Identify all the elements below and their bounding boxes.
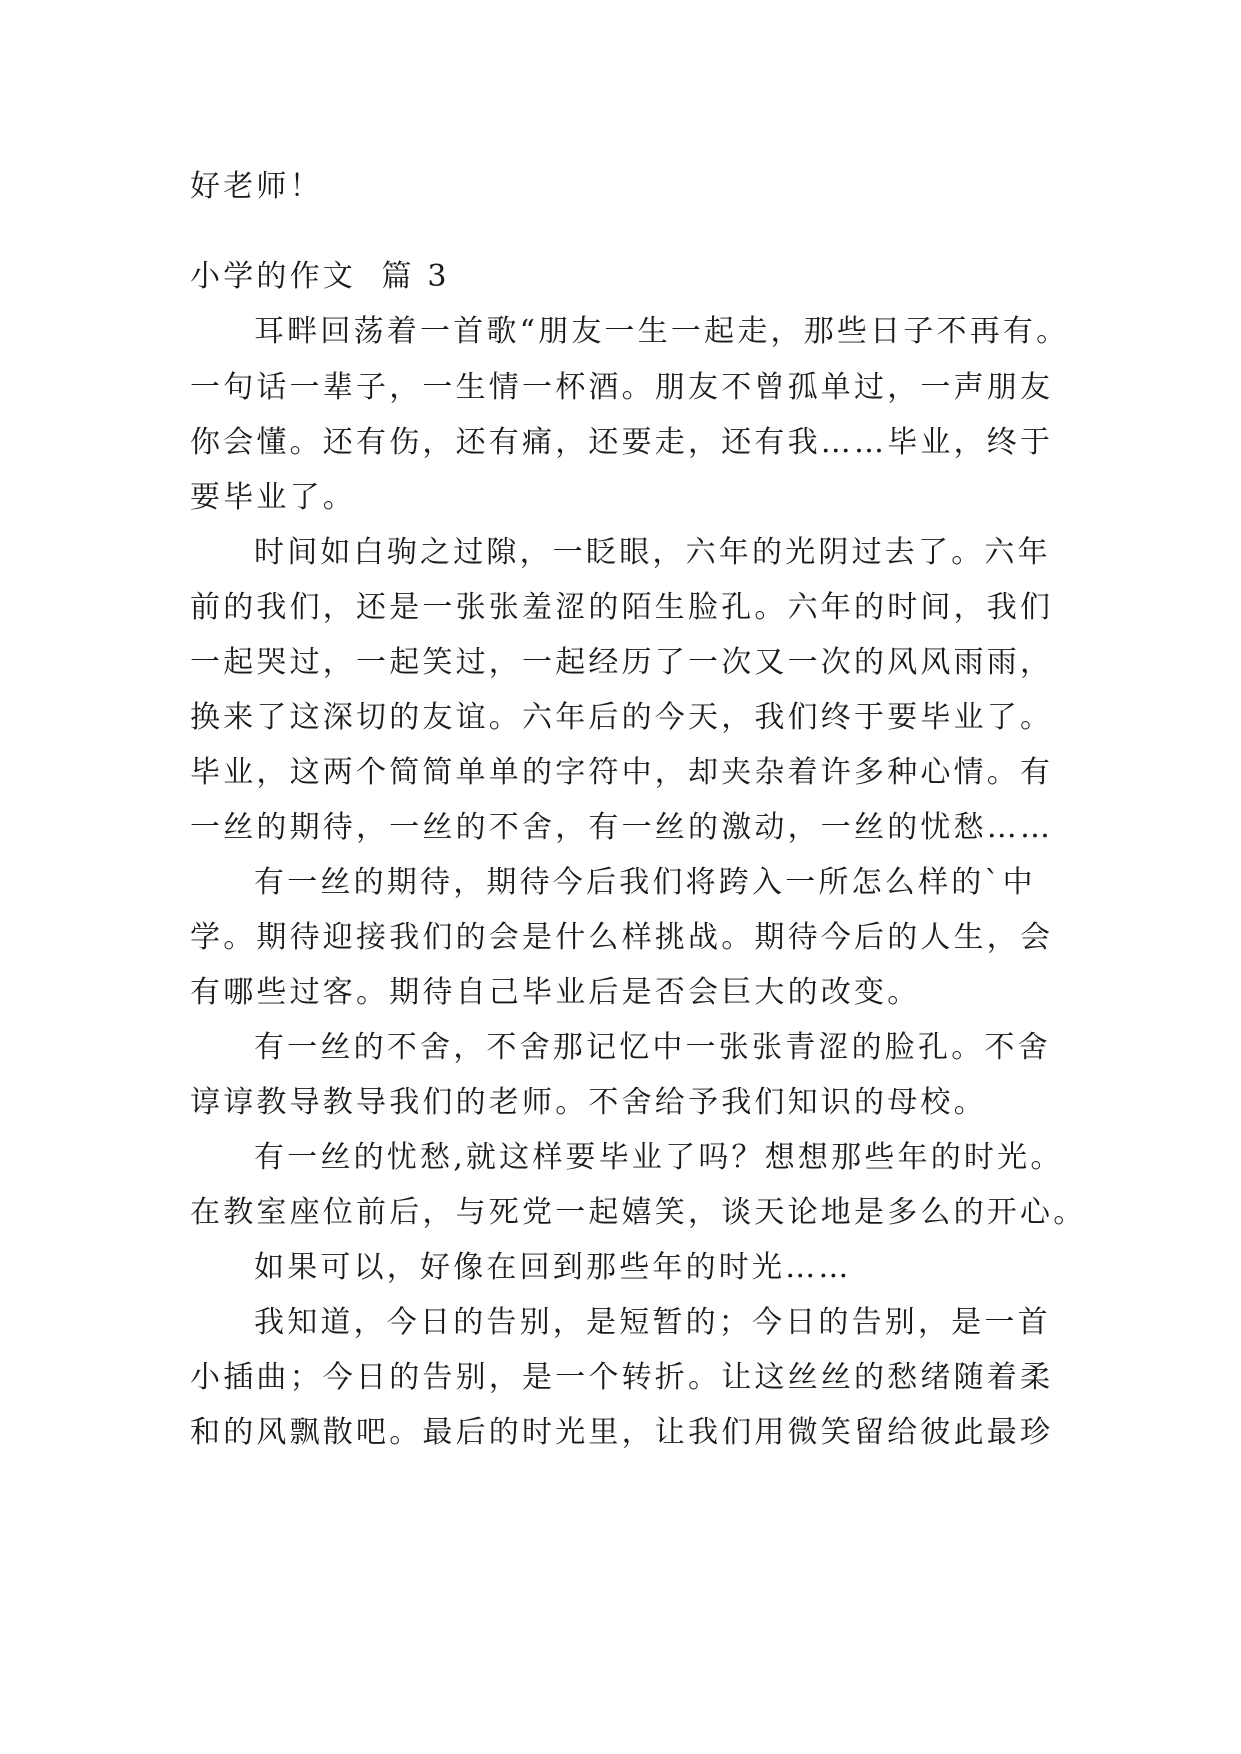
previous-closing-line: 好老师！ (190, 169, 323, 204)
paragraph-line: 小插曲；今日的告别，是一个转折。让这丝丝的愁绪随着柔 (190, 1360, 1054, 1395)
paragraph-line: 前的我们，还是一张张羞涩的陌生脸孔。六年的时间，我们 (190, 590, 1054, 625)
paragraph-line: 有一丝的忧愁,就这样要毕业了吗？想想那些年的时光。 (254, 1140, 1064, 1175)
paragraph-line: 和的风飘散吧。最后的时光里，让我们用微笑留给彼此最珍 (190, 1415, 1054, 1450)
paragraph-line: 我知道，今日的告别，是短暂的；今日的告别，是一首 (254, 1305, 1051, 1340)
paragraph-line: 一起哭过，一起笑过，一起经历了一次又一次的风风雨雨， (190, 645, 1054, 680)
paragraph-line: 如果可以，好像在回到那些年的时光…… (254, 1250, 852, 1285)
paragraph-line: 有哪些过客。期待自己毕业后是否会巨大的改变。 (190, 975, 921, 1010)
paragraph-line: 有一丝的期待，期待今后我们将跨入一所怎么样的`中 (254, 865, 1036, 900)
paragraph-line: 谆谆教导教导我们的老师。不舍给予我们知识的母校。 (190, 1085, 987, 1120)
paragraph-line: 一句话一辈子，一生情一杯酒。朋友不曾孤单过，一声朋友 (190, 370, 1054, 405)
paragraph-line: 时间如白驹之过隙，一眨眼，六年的光阴过去了。六年 (254, 535, 1051, 570)
paragraph-line: 毕业，这两个简简单单的字符中，却夹杂着许多种心情。有 (190, 755, 1054, 790)
paragraph-line: 学。期待迎接我们的会是什么样挑战。期待今后的人生，会 (190, 920, 1054, 955)
paragraph-line: 你会懂。还有伤，还有痛，还要走，还有我……毕业，终于 (190, 425, 1054, 460)
paragraph-line: 要毕业了。 (190, 480, 356, 515)
paragraph-line: 耳畔回荡着一首歌“朋友一生一起走，那些日子不再有。 (254, 314, 1070, 349)
paragraph-line: 换来了这深切的友谊。六年后的今天，我们终于要毕业了。 (190, 700, 1054, 735)
paragraph-line: 有一丝的不舍，不舍那记忆中一张张青涩的脸孔。不舍 (254, 1030, 1051, 1065)
paragraph-line: 一丝的期待，一丝的不舍，有一丝的激动，一丝的忧愁…… (190, 810, 1054, 845)
paragraph-line: 在教室座位前后，与死党一起嬉笑，谈天论地是多么的开心。 (190, 1195, 1087, 1230)
section-title: 小学的作文 篇 3 (190, 259, 450, 294)
